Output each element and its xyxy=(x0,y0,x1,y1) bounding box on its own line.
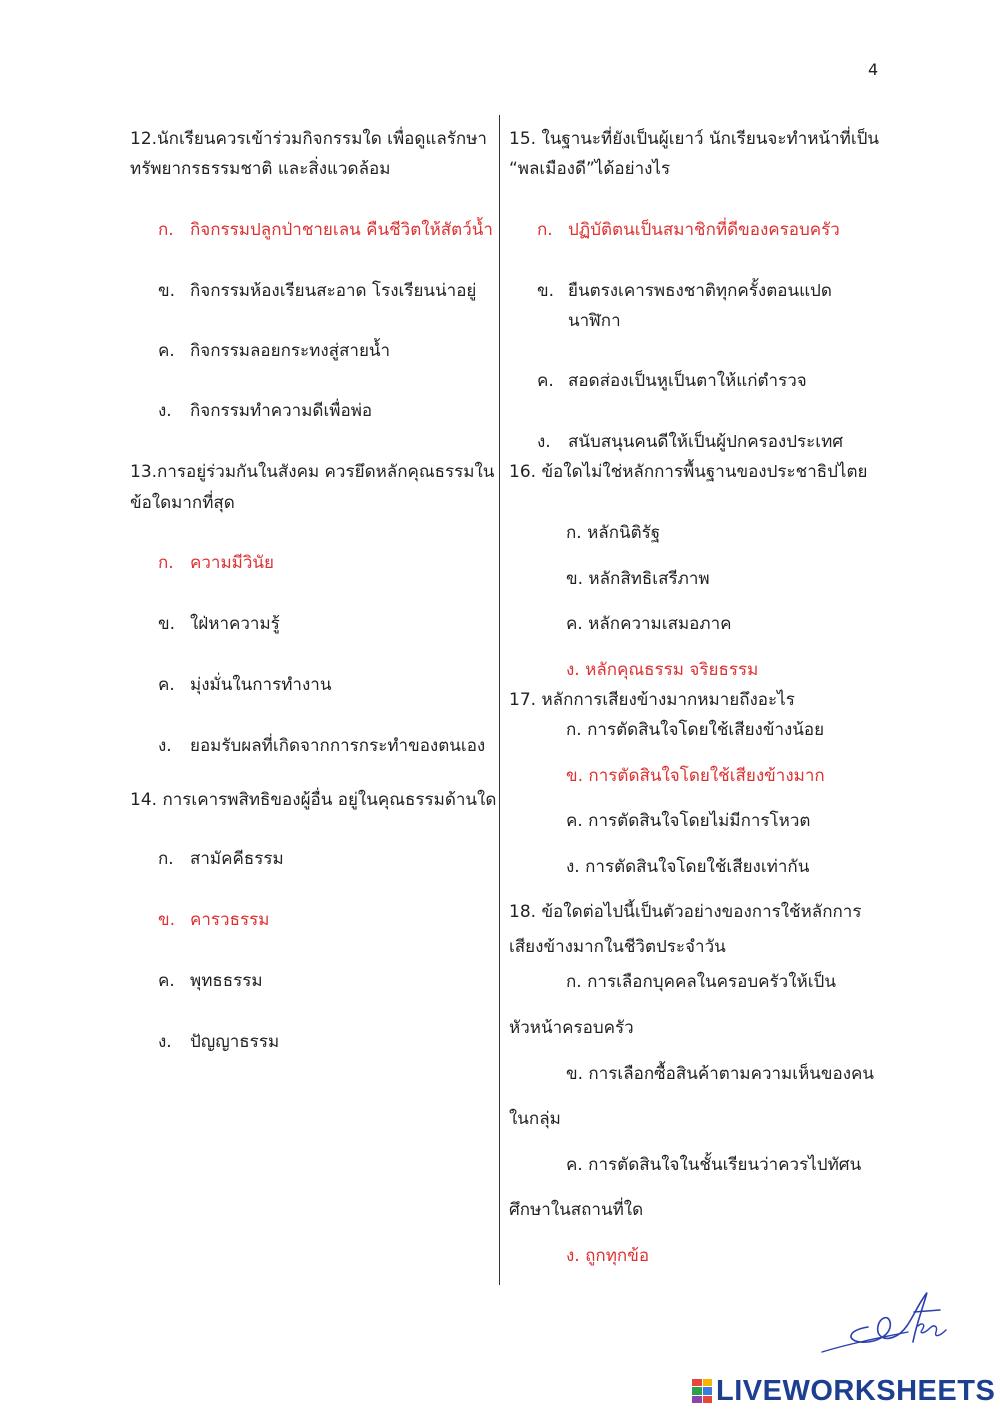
q14-choice-d-label: ง. xyxy=(158,1032,172,1052)
q12-choice-a-text: กิจกรรมปลูกป่าชายเลน คืนชีวิตให้สัตว์น้ำ xyxy=(190,220,493,240)
q14-choice-b-text: คารวธรรม xyxy=(190,910,270,930)
q12-choice-d-text: กิจกรรมทำความดีเพื่อพ่อ xyxy=(190,401,373,421)
q15-choice-c-label: ค. xyxy=(537,371,554,391)
q18-line2: เสียงข้างมากในชีวิตประจำวัน xyxy=(509,937,726,957)
q15-choice-a-label: ก. xyxy=(537,220,553,240)
q12-choice-b-label: ข. xyxy=(158,281,176,301)
q18-choice-b: ข. การเลือกซื้อสินค้าตามความเห็นของคน xyxy=(566,1064,875,1084)
signature-icon xyxy=(818,1282,948,1362)
q15-choice-a-text: ปฏิบัติตนเป็นสมาชิกที่ดีของครอบครัว xyxy=(568,220,840,240)
q18-choice-d: ง. ถูกทุกข้อ xyxy=(566,1246,650,1266)
liveworksheets-brand xyxy=(692,1375,995,1407)
q17-line1: 17. หลักการเสียงข้างมากหมายถึงอะไร xyxy=(509,690,795,710)
q13-choice-b-label: ข. xyxy=(158,614,176,634)
q15-line2: “พลเมืองดี”ได้อย่างไร xyxy=(509,159,671,179)
q16-choice-c: ค. หลักความเสมอภาค xyxy=(566,614,732,634)
q15-line1: 15. ในฐานะที่ยังเป็นผู้เยาว์ นักเรียนจะทำหน้าที่เป็น xyxy=(509,129,880,149)
q14-choice-a-text: สามัคคีธรรม xyxy=(190,849,284,869)
q12-choice-d-label: ง. xyxy=(158,401,172,421)
q12-line1: 12.นักเรียนควรเข้าร่วมกิจกรรมใด เพื่อดูแลรักษา xyxy=(130,129,487,149)
q13-choice-a-text: ความมีวินัย xyxy=(190,553,275,573)
q14-line1: 14. การเคารพสิทธิของผู้อื่น อยู่ในคุณธรรมด้านใด xyxy=(130,790,497,810)
q14-choice-d-text: ปัญญาธรรม xyxy=(190,1032,280,1052)
q13-choice-d-text: ยอมรับผลที่เกิดจากการกระทำของตนเอง xyxy=(190,736,486,756)
q17-choice-b: ข. การตัดสินใจโดยใช้เสียงข้างมาก xyxy=(566,766,825,786)
q12-choice-a-label: ก. xyxy=(158,220,174,240)
q13-choice-b-text: ใฝ่หาความรู้ xyxy=(190,614,280,634)
q13-choice-a-label: ก. xyxy=(158,553,174,573)
q16-choice-a: ก. หลักนิติรัฐ xyxy=(566,523,661,543)
q14-choice-b-label: ข. xyxy=(158,910,176,930)
q12-choice-c-text: กิจกรรมลอยกระทงสู่สายน้ำ xyxy=(190,341,391,361)
q18-choice-a-cont: หัวหน้าครอบครัว xyxy=(509,1018,634,1038)
q18-line1: 18. ข้อใดต่อไปนี้เป็นตัวอย่างของการใช้หลักการ xyxy=(509,902,862,922)
q13-choice-d-label: ง. xyxy=(158,736,172,756)
q15-choice-c-text: สอดส่องเป็นหูเป็นตาให้แก่ตำรวจ xyxy=(568,371,807,391)
q18-choice-c: ค. การตัดสินใจในชั้นเรียนว่าควรไปทัศน xyxy=(566,1155,862,1175)
q13-choice-c-label: ค. xyxy=(158,675,175,695)
q16-line1: 16. ข้อใดไม่ใช่หลักการพื้นฐานของประชาธิปไตย xyxy=(509,462,868,482)
liveworksheets-logo-icon xyxy=(692,1379,712,1403)
column-divider xyxy=(499,115,500,1285)
q14-choice-a-label: ก. xyxy=(158,849,174,869)
q13-choice-c-text: มุ่งมั่นในการทำงาน xyxy=(190,675,332,695)
q17-choice-d: ง. การตัดสินใจโดยใช้เสียงเท่ากัน xyxy=(566,857,810,877)
q12-choice-b-text: กิจกรรมห้องเรียนสะอาด โรงเรียนน่าอยู่ xyxy=(190,281,477,301)
q18-choice-a: ก. การเลือกบุคคลในครอบครัวให้เป็น xyxy=(566,972,836,992)
q16-choice-d: ง. หลักคุณธรรม จริยธรรม xyxy=(566,660,759,680)
q15-choice-b-text: ยืนตรงเคารพธงชาติทุกครั้งตอนแปด xyxy=(568,281,832,301)
q14-choice-c-text: พุทธธรรม xyxy=(190,971,263,991)
q15-choice-d-text: สนับสนุนคนดีให้เป็นผู้ปกครองประเทศ xyxy=(568,432,844,452)
q18-choice-b-cont: ในกลุ่ม xyxy=(509,1109,561,1129)
q15-choice-d-label: ง. xyxy=(537,432,551,452)
q15-choice-b-text-cont: นาฬิกา xyxy=(568,311,621,331)
page-number: 4 xyxy=(868,60,879,79)
q16-choice-b: ข. หลักสิทธิเสรีภาพ xyxy=(566,569,710,589)
q12-line2: ทรัพยากรธรรมชาติ และสิ่งแวดล้อม xyxy=(130,159,391,179)
q18-choice-c-cont: ศึกษาในสถานที่ใด xyxy=(509,1200,644,1220)
q13-line1: 13.การอยู่ร่วมกันในสังคม ควรยึดหลักคุณธรรมใน xyxy=(130,462,495,482)
q17-choice-a: ก. การตัดสินใจโดยใช้เสียงข้างน้อย xyxy=(566,720,825,740)
q14-choice-c-label: ค. xyxy=(158,971,175,991)
liveworksheets-text: LIVEWORKSHEETS xyxy=(716,1374,996,1407)
q15-choice-b-label: ข. xyxy=(537,281,555,301)
q17-choice-c: ค. การตัดสินใจโดยไม่มีการโหวต xyxy=(566,811,811,831)
q12-choice-c-label: ค. xyxy=(158,341,175,361)
q13-line2: ข้อใดมากที่สุด xyxy=(130,493,235,513)
